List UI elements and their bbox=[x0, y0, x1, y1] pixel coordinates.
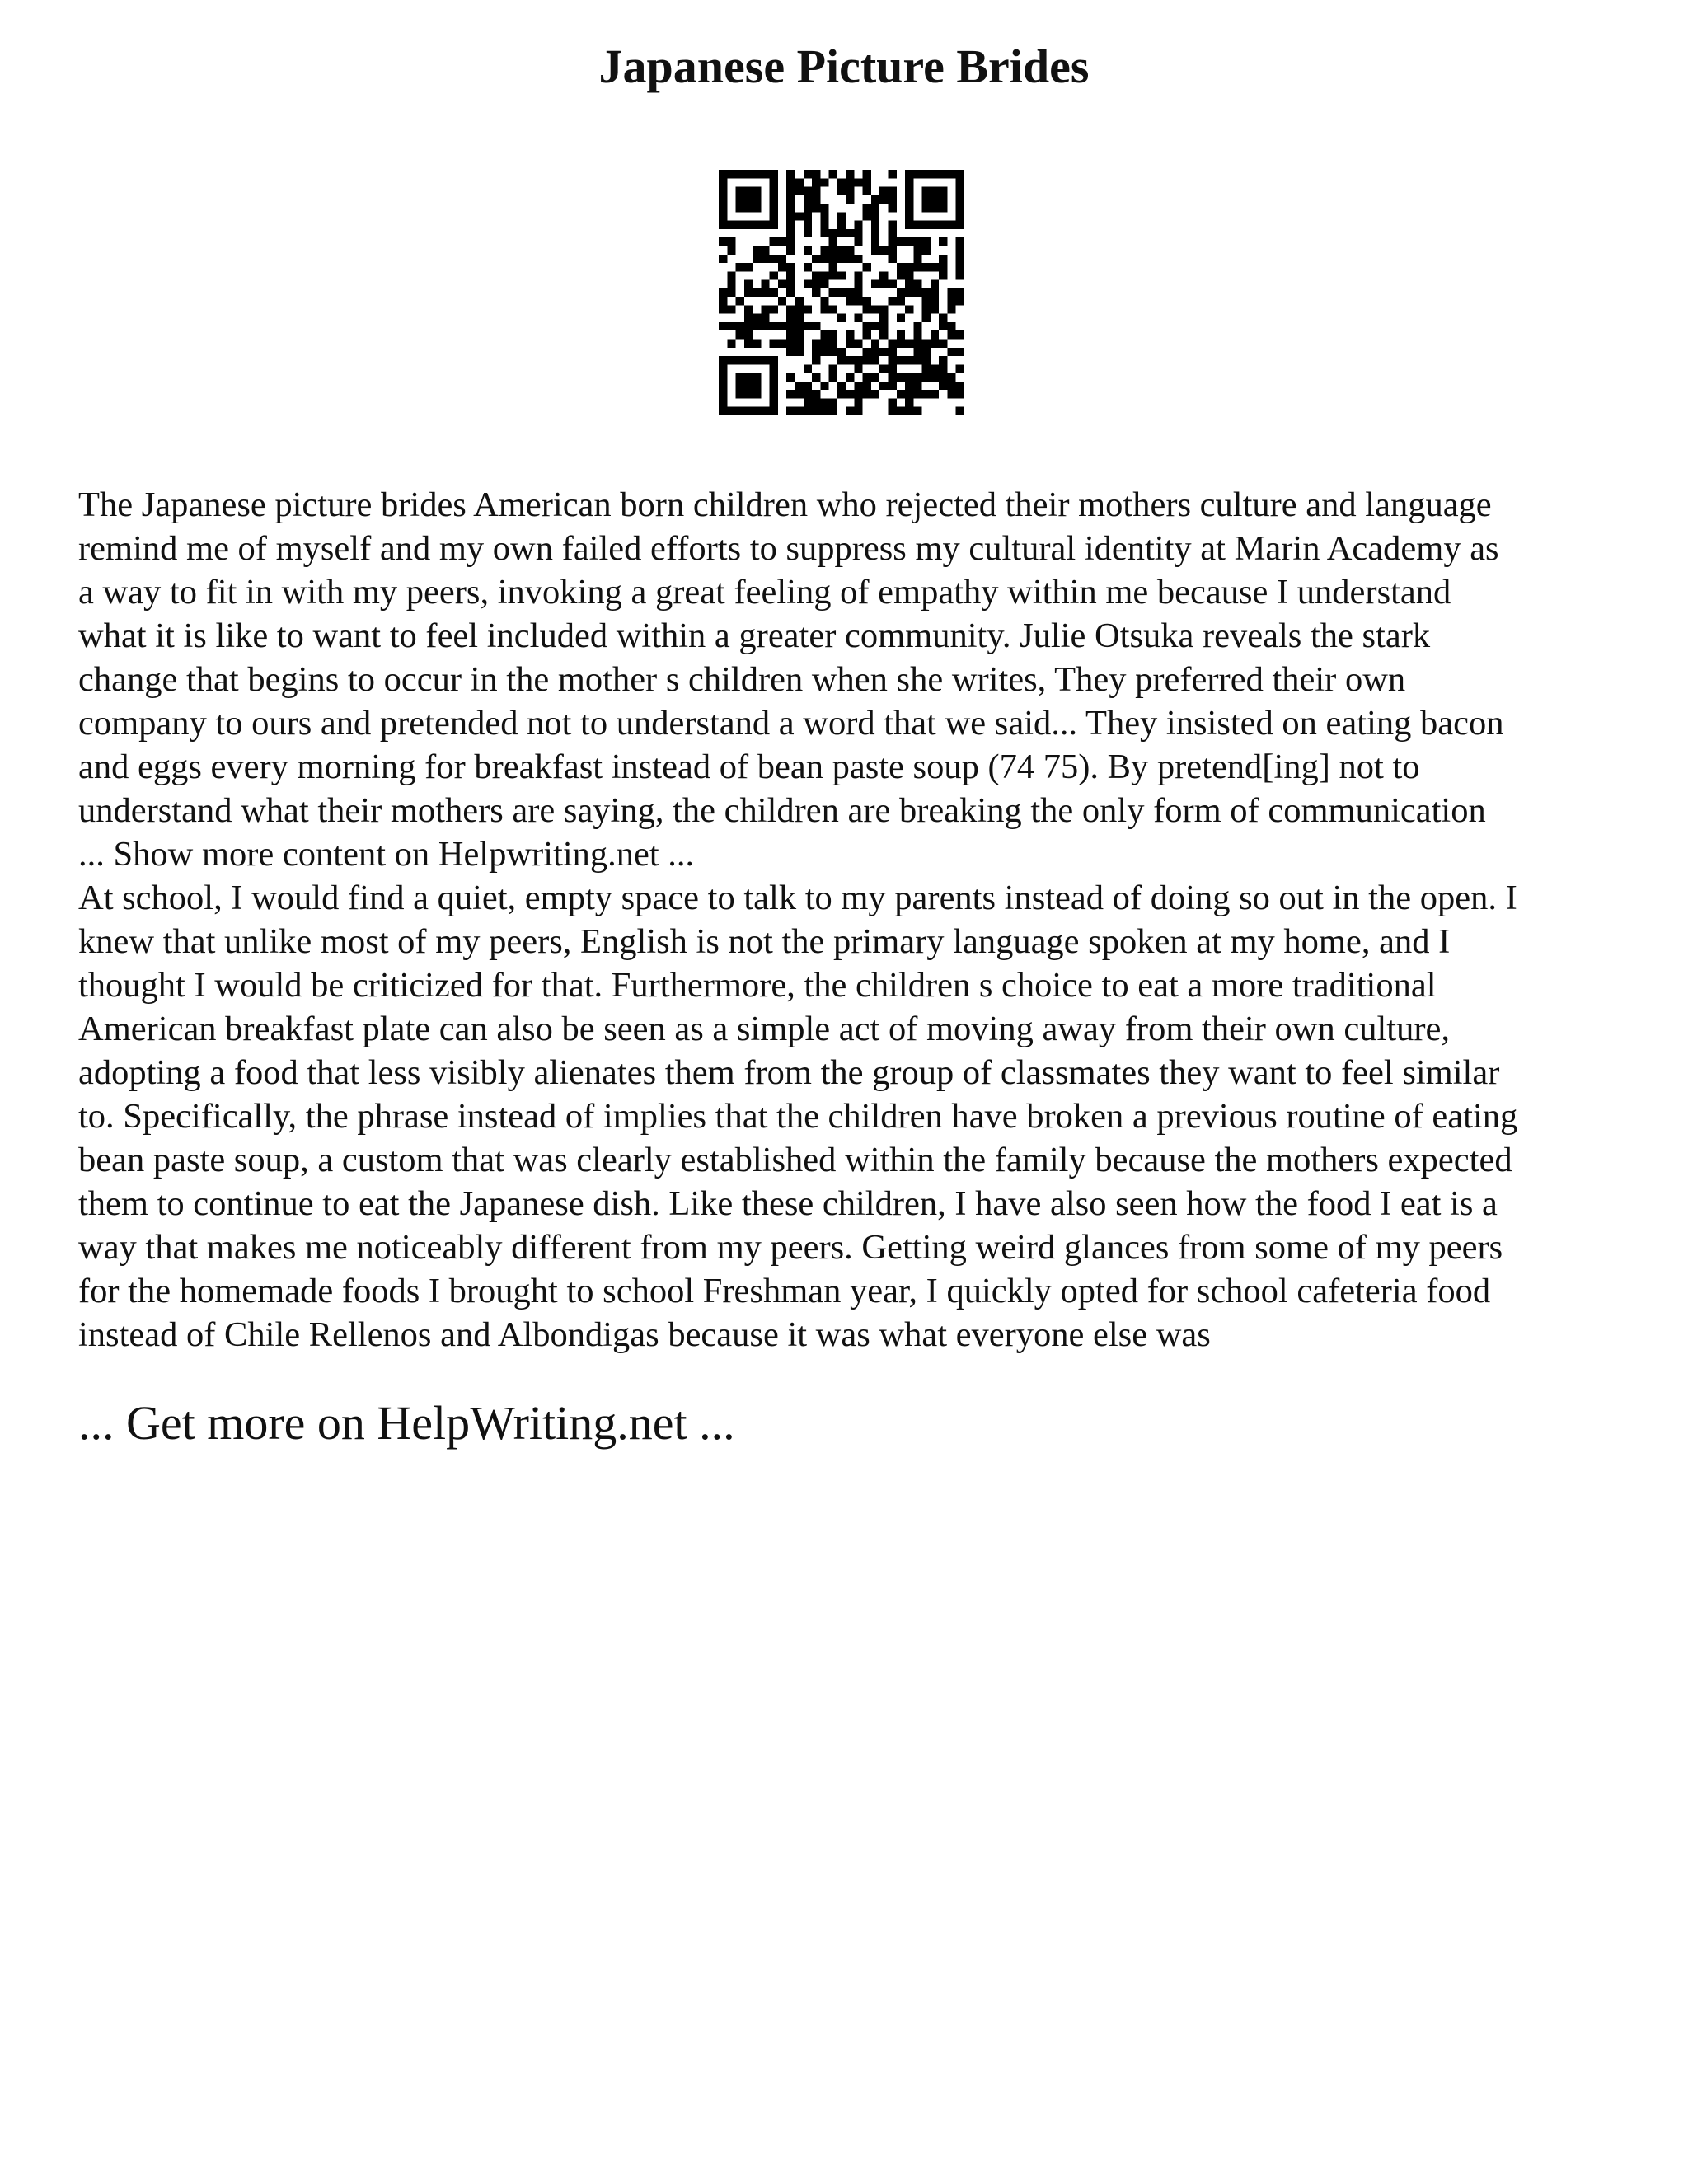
paragraph-line: remind me of myself and my own failed efforts to suppress my cultural identity at Marin Academy as bbox=[78, 529, 1499, 568]
essay-body bbox=[78, 483, 1628, 1357]
paragraph-line: for the homemade foods I brought to school Freshman year, I quickly opted for school cafeteria food bbox=[78, 1272, 1491, 1310]
paragraph-line: them to continue to eat the Japanese dish. Like these children, I have also seen how the food I eat is a bbox=[78, 1184, 1498, 1223]
paragraph-line: way that makes me noticeably different from my peers. Getting weird glances from some of my peers bbox=[78, 1228, 1503, 1267]
paragraph-line: adopting a food that less visibly alienates them from the group of classmates they want to feel similar bbox=[78, 1053, 1500, 1092]
paragraph-line: and eggs every morning for breakfast instead of bean paste soup (74 75). By pretend[ing] not to bbox=[78, 748, 1420, 786]
paragraph-line: The Japanese picture brides American born children who rejected their mothers culture and language bbox=[78, 485, 1492, 524]
paragraph-line: bean paste soup, a custom that was clearly established within the family because the mothers expected bbox=[78, 1141, 1512, 1179]
paragraph-line: At school, I would find a quiet, empty space to talk to my parents instead of doing so out in the open. I bbox=[78, 879, 1517, 917]
paragraph-line: change that begins to occur in the mother s children when she writes, They preferred their own bbox=[78, 660, 1406, 699]
paragraph-line: American breakfast plate can also be seen as a simple act of moving away from their own culture, bbox=[78, 1010, 1450, 1048]
paragraph-line: to. Specifically, the phrase instead of implies that the children have broken a previous routine of eating bbox=[78, 1097, 1518, 1136]
page-title: Japanese Picture Brides bbox=[598, 40, 1090, 93]
paragraph-line: a way to fit in with my peers, invoking a great feeling of empathy within me because I understand bbox=[78, 573, 1451, 612]
paragraph-line: company to ours and pretended not to understand a word that we said... They insisted on eating bacon bbox=[78, 704, 1504, 743]
paragraph-line: knew that unlike most of my peers, English is not the primary language spoken at my home, and I bbox=[78, 922, 1451, 961]
paragraph-line: understand what their mothers are saying, the children are breaking the only form of communication bbox=[78, 791, 1486, 830]
get-more-link[interactable]: ... Get more on HelpWriting.net ... bbox=[78, 1396, 735, 1450]
show-more-link[interactable]: ... Show more content on Helpwriting.net ... bbox=[78, 835, 695, 874]
paragraph-line: what it is like to want to feel included within a greater community. Julie Otsuka reveals the stark bbox=[78, 616, 1431, 655]
paragraph-line: instead of Chile Rellenos and Albondigas because it was what everyone else was bbox=[78, 1315, 1211, 1354]
paragraph-line: thought I would be criticized for that. Furthermore, the children s choice to eat a more traditional bbox=[78, 966, 1437, 1005]
qr-code-icon[interactable] bbox=[719, 170, 964, 415]
